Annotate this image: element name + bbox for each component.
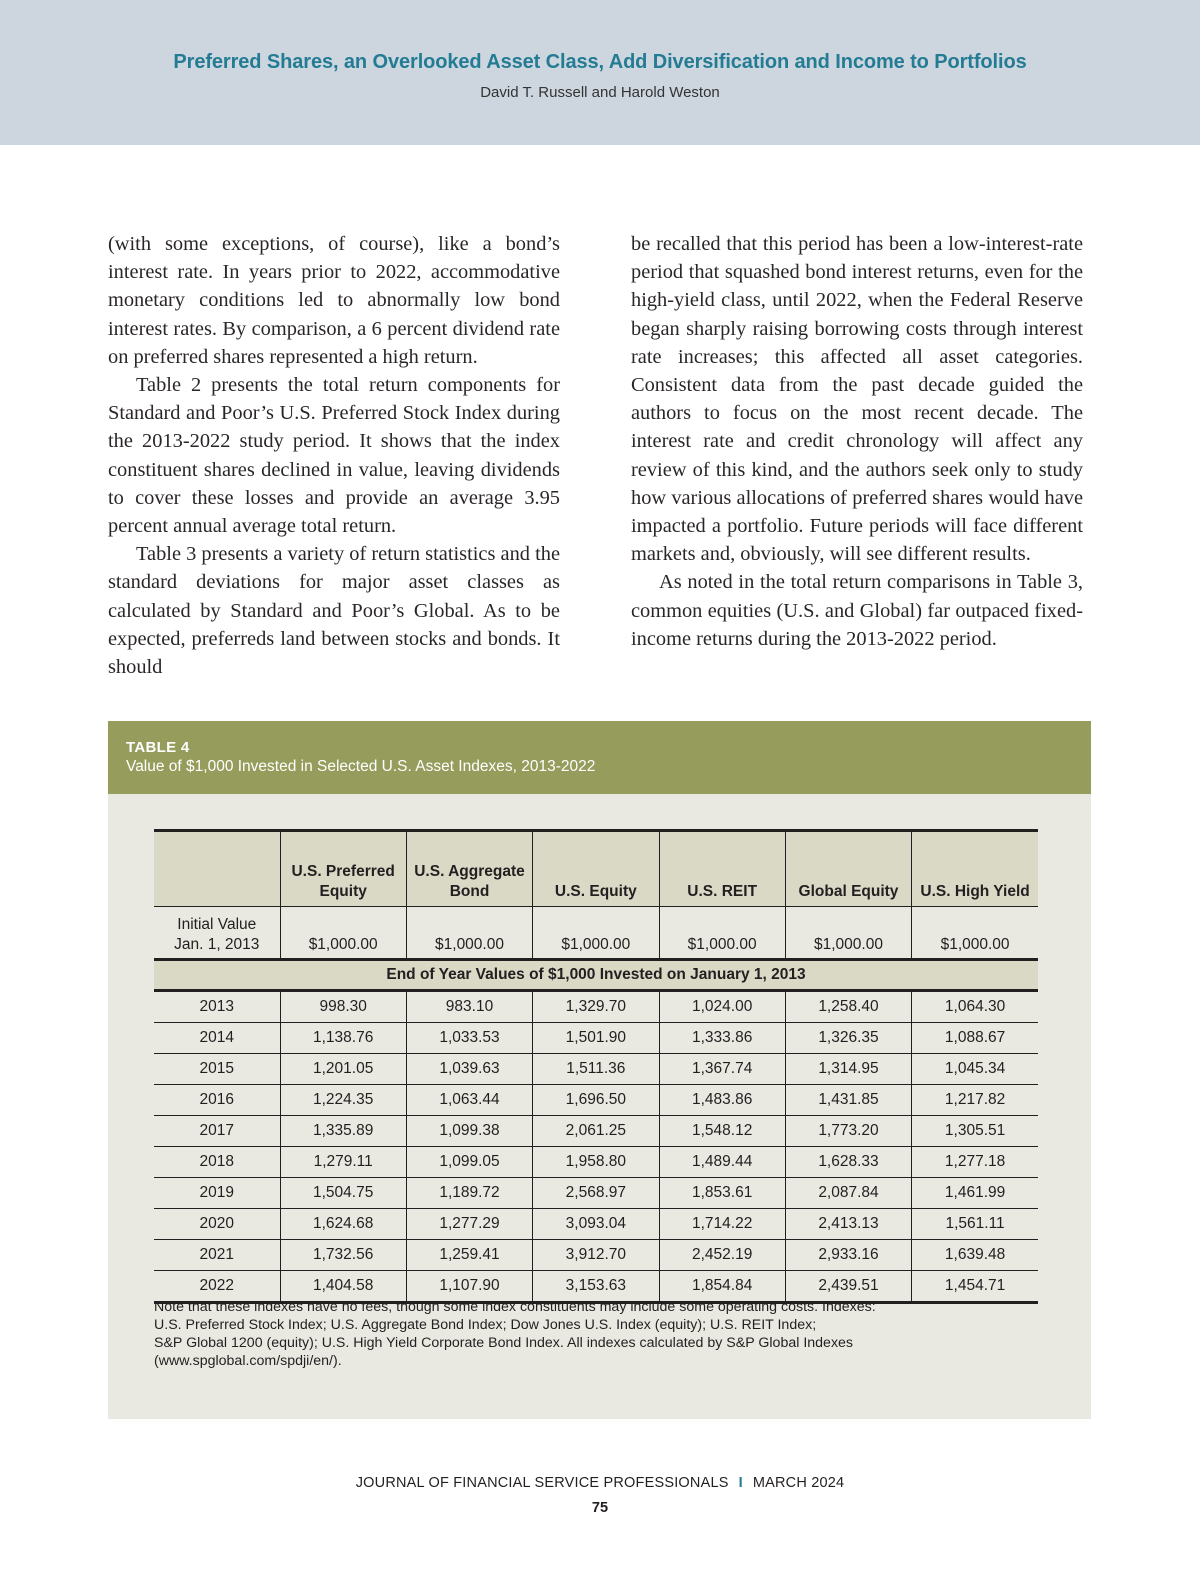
paragraph: As noted in the total return comparisons in Table 3, common equities (U.S. and Global) far outpaced fixed-income returns during the 2013-2022 period. — [631, 571, 1083, 650]
table-cell: 1,224.35 — [280, 1085, 406, 1116]
table-cell: $1,000.00 — [659, 907, 785, 960]
row-year: 2014 — [154, 1023, 280, 1054]
table-cell: 1,483.86 — [659, 1085, 785, 1116]
table-cell: 2,087.84 — [785, 1178, 911, 1209]
table-cell: 1,461.99 — [912, 1178, 1038, 1209]
table-cell: 3,912.70 — [533, 1240, 659, 1271]
issue-date: MARCH 2024 — [752, 1475, 845, 1491]
table-cell: 1,217.82 — [912, 1085, 1038, 1116]
table-cell: 1,277.29 — [406, 1209, 532, 1240]
page-number: 75 — [591, 1500, 609, 1516]
table-cell: 1,201.05 — [280, 1054, 406, 1085]
table-cell: 1,628.33 — [785, 1147, 911, 1178]
table-cell: 2,061.25 — [533, 1116, 659, 1147]
table-cell: 1,854.84 — [659, 1271, 785, 1303]
paragraph: be recalled that this period has been a low-interest-rate period that squashed bond interest returns, even for the high-yield class, until 2022, when the Federal Reserve began sharply raising borrowing costs through interest rate increases; this affected all asset categories. Consistent data from the past decade guided the authors to focus on the most recent decade. The interest rate and credit chronology will affect any review of this kind, and the authors seek only to study how various allocations of preferred shares would have impacted a portfolio. Future periods will face different markets and, obviously, will see different results. — [631, 233, 1083, 566]
table-label: TABLE 4 — [126, 739, 190, 756]
table-cell: 1,063.44 — [406, 1085, 532, 1116]
table-cell: 1,024.00 — [659, 991, 785, 1023]
journal-name: JOURNAL OF FINANCIAL SERVICE PROFESSIONALS — [355, 1475, 729, 1491]
table-cell: 998.30 — [280, 991, 406, 1023]
table-cell: 3,093.04 — [533, 1209, 659, 1240]
note-line: Note that these indexes have no fees, though some index constituents may include some operating costs. Indexes: — [154, 1299, 876, 1315]
table-cell: 1,277.18 — [912, 1147, 1038, 1178]
table-cell: 1,064.30 — [912, 991, 1038, 1023]
table-cell: 2,568.97 — [533, 1178, 659, 1209]
column-header-row — [154, 831, 1038, 907]
row-year: 2019 — [154, 1178, 280, 1209]
table-cell: $1,000.00 — [912, 907, 1038, 960]
table-cell: 2,933.16 — [785, 1240, 911, 1271]
note-line: S&P Global 1200 (equity); U.S. High Yield Corporate Bond Index. All indexes calculated by S&P Global Indexes — [154, 1335, 854, 1351]
table-cell: 1,367.74 — [659, 1054, 785, 1085]
table-row — [154, 1240, 1038, 1271]
table-4-panel — [108, 721, 1091, 1419]
table-cell: $1,000.00 — [280, 907, 406, 960]
table-cell: 1,335.89 — [280, 1116, 406, 1147]
table-cell: $1,000.00 — [406, 907, 532, 960]
table-cell: 1,696.50 — [533, 1085, 659, 1116]
column-header: U.S. Aggregate Bond — [406, 831, 532, 907]
table-cell: 1,511.36 — [533, 1054, 659, 1085]
table-cell: 1,138.76 — [280, 1023, 406, 1054]
data-table — [154, 829, 1038, 1304]
initial-label-line: Initial Value — [177, 916, 257, 933]
row-year: 2018 — [154, 1147, 280, 1178]
table-row — [154, 1023, 1038, 1054]
table-cell: 1,624.68 — [280, 1209, 406, 1240]
column-header: U.S. REIT — [659, 831, 785, 907]
table-cell: 1,454.71 — [912, 1271, 1038, 1303]
table-row — [154, 1209, 1038, 1240]
table-cell: 1,404.58 — [280, 1271, 406, 1303]
table-cell: $1,000.00 — [533, 907, 659, 960]
table-cell: 1,504.75 — [280, 1178, 406, 1209]
table-row — [154, 1116, 1038, 1147]
journal-footer — [0, 1475, 1200, 1491]
table-cell: 1,088.67 — [912, 1023, 1038, 1054]
section-band: End of Year Values of $1,000 Invested on January 1, 2013 — [154, 960, 1038, 991]
table-cell: 1,714.22 — [659, 1209, 785, 1240]
table-cell: 1,958.80 — [533, 1147, 659, 1178]
section-band-row — [154, 960, 1038, 991]
initial-value-row — [154, 907, 1038, 960]
table-cell: 1,732.56 — [280, 1240, 406, 1271]
table-cell: 1,279.11 — [280, 1147, 406, 1178]
row-year: 2015 — [154, 1054, 280, 1085]
row-year: 2021 — [154, 1240, 280, 1271]
table-cell: 1,039.63 — [406, 1054, 532, 1085]
body-column-right — [631, 230, 1083, 653]
initial-label-line: Jan. 1, 2013 — [174, 936, 260, 953]
column-header: U.S. Equity — [533, 831, 659, 907]
column-header: U.S. Preferred Equity — [280, 831, 406, 907]
article-authors: David T. Russell and Harold Weston — [480, 84, 720, 101]
table-cell: 1,489.44 — [659, 1147, 785, 1178]
table-cell: 1,045.34 — [912, 1054, 1038, 1085]
table-cell: 1,189.72 — [406, 1178, 532, 1209]
table-cell: 3,153.63 — [533, 1271, 659, 1303]
paragraph: (with some exceptions, of course), like a bond’s interest rate. In years prior to 2022, accommodative monetary conditions led to abnormally low bond interest rates. By comparison, a 6 percent dividend rate on preferred shares represented a high return. — [108, 233, 560, 368]
table-cell: 1,501.90 — [533, 1023, 659, 1054]
table-cell: 1,639.48 — [912, 1240, 1038, 1271]
table-cell: 1,548.12 — [659, 1116, 785, 1147]
table-cell: 1,099.38 — [406, 1116, 532, 1147]
body-column-left — [108, 230, 560, 681]
row-year: 2020 — [154, 1209, 280, 1240]
table-cell: 1,314.95 — [785, 1054, 911, 1085]
table-cell: 1,561.11 — [912, 1209, 1038, 1240]
table-row — [154, 1147, 1038, 1178]
table-cell: 1,258.40 — [785, 991, 911, 1023]
table-cell: 2,439.51 — [785, 1271, 911, 1303]
row-year: 2022 — [154, 1271, 280, 1303]
note-line: (www.spglobal.com/spdji/en/). — [154, 1353, 342, 1369]
table-row — [154, 1085, 1038, 1116]
table-cell: 1,305.51 — [912, 1116, 1038, 1147]
row-year: 2017 — [154, 1116, 280, 1147]
table-cell: $1,000.00 — [785, 907, 911, 960]
table-cell: 1,329.70 — [533, 991, 659, 1023]
article-title: Preferred Shares, an Overlooked Asset Class, Add Diversification and Income to Portfolios — [173, 51, 1027, 73]
paragraph: Table 2 presents the total return components for Standard and Poor’s U.S. Preferred Stock Index during the 2013-2022 study period. It shows that the index constituent shares declined in value, leaving dividends to cover these losses and provide an average 3.95 percent annual average total return. — [108, 374, 560, 538]
running-header — [0, 0, 1200, 145]
table-cell: 1,326.35 — [785, 1023, 911, 1054]
table-row — [154, 1054, 1038, 1085]
table-cell: 1,333.86 — [659, 1023, 785, 1054]
table-cell: 1,773.20 — [785, 1116, 911, 1147]
row-year: 2013 — [154, 991, 280, 1023]
table-caption: Value of $1,000 Invested in Selected U.S. Asset Indexes, 2013-2022 — [126, 758, 596, 775]
table-cell: 1,099.05 — [406, 1147, 532, 1178]
column-header: U.S. High Yield — [912, 831, 1038, 907]
row-label — [154, 907, 280, 960]
paragraph: Table 3 presents a variety of return statistics and the standard deviations for major asset classes as calculated by Standard and Poor’s Global. As to be expected, preferreds land between stocks and bonds. It should — [108, 543, 560, 679]
table-cell: 983.10 — [406, 991, 532, 1023]
table-cell: 1,033.53 — [406, 1023, 532, 1054]
column-header: Global Equity — [785, 831, 911, 907]
table-row — [154, 991, 1038, 1023]
note-line: U.S. Preferred Stock Index; U.S. Aggregate Bond Index; Dow Jones U.S. Index (equity); U.S. REIT Index; — [154, 1317, 817, 1333]
table-header-bar — [108, 721, 1091, 794]
table-cell: 1,853.61 — [659, 1178, 785, 1209]
row-year: 2016 — [154, 1085, 280, 1116]
table-note — [154, 1298, 1014, 1370]
footer-separator: I — [738, 1475, 743, 1491]
table-cell: 2,413.13 — [785, 1209, 911, 1240]
table-cell: 2,452.19 — [659, 1240, 785, 1271]
table-cell: 1,259.41 — [406, 1240, 532, 1271]
table-cell: 1,431.85 — [785, 1085, 911, 1116]
table-cell: 1,107.90 — [406, 1271, 532, 1303]
corner-header — [154, 831, 280, 907]
table-row — [154, 1178, 1038, 1209]
